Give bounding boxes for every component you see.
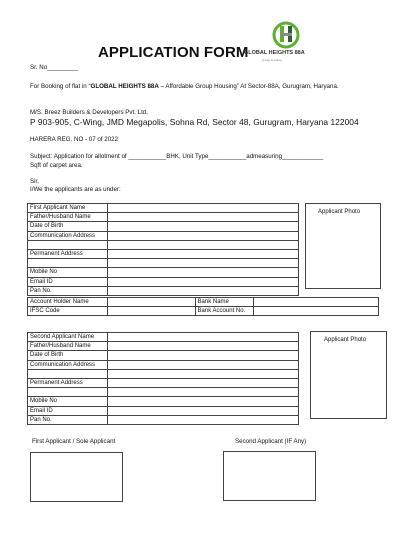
field-label: Email ID: [28, 406, 108, 415]
second-signature-label: Second Applicant (IF Any): [235, 438, 307, 445]
first-signature-label: First Applicant / Sole Applicant: [32, 438, 116, 445]
table-row: [28, 222, 299, 231]
field-label: Permanent Address: [28, 249, 108, 258]
table-row: [28, 298, 379, 307]
booking-line: [30, 83, 339, 90]
first-applicant-table: [27, 203, 299, 296]
table-row: [28, 277, 299, 286]
field-input[interactable]: [107, 360, 298, 369]
field-label: [28, 240, 108, 249]
field-input[interactable]: [107, 415, 298, 424]
salutation: Sir,: [30, 178, 39, 185]
field-input[interactable]: [107, 249, 298, 258]
field-input[interactable]: [107, 222, 298, 231]
field-label: Bank Name: [195, 298, 253, 307]
field-label: Permanent Address: [28, 378, 108, 387]
logo-tagline: A way to home: [262, 58, 282, 62]
field-label: Date of Birth: [28, 222, 108, 231]
field-label: Mobile No: [28, 268, 108, 277]
table-row: [28, 307, 379, 316]
table-row: [28, 240, 299, 249]
field-input[interactable]: [107, 240, 298, 249]
field-label: Bank Account No.: [195, 307, 253, 316]
field-label: [28, 259, 108, 268]
field-input[interactable]: [107, 406, 298, 415]
applicants-statement: I/We the applicants are as under:: [30, 186, 121, 193]
field-label: Mobile No: [28, 397, 108, 406]
field-label: Email ID: [28, 277, 108, 286]
table-row: [28, 268, 299, 277]
field-label: Father/Husband Name: [28, 213, 108, 222]
field-label: IFSC Code: [28, 307, 108, 316]
field-input[interactable]: [107, 351, 298, 360]
field-label: [28, 369, 108, 378]
form-title: APPLICATION FORM: [98, 44, 249, 61]
subject-line-2: Sqft of carpet area.: [30, 162, 83, 169]
photo-label: Applicant Photo: [324, 337, 367, 343]
second-applicant-table: [27, 332, 299, 425]
field-input[interactable]: [107, 378, 298, 387]
field-label: Communication Address: [28, 231, 108, 240]
booking-prefix: For Booking of flat in “: [30, 83, 91, 90]
second-signature-box[interactable]: [223, 451, 316, 501]
field-label: Pan No.: [28, 415, 108, 424]
table-row: [28, 397, 299, 406]
logo-text: GLOBAL HEIGHTS 88A: [244, 50, 305, 56]
company-name: M/S. Breez Builders & Developers Pvt. Ltd.: [30, 109, 148, 116]
field-input[interactable]: [107, 268, 298, 277]
field-label: Second Applicant Name: [28, 333, 108, 342]
table-row: [28, 259, 299, 268]
photo-label: Applicant Photo: [318, 209, 361, 215]
table-row: [28, 388, 299, 397]
field-input[interactable]: [107, 333, 298, 342]
field-input[interactable]: [107, 259, 298, 268]
table-row: [28, 213, 299, 222]
first-applicant-photo-box[interactable]: [305, 203, 381, 289]
second-applicant-photo-box[interactable]: [310, 331, 387, 419]
table-row: [28, 406, 299, 415]
booking-project: GLOBAL HEIGHTS 88A: [90, 83, 159, 90]
field-input[interactable]: [107, 342, 298, 351]
field-input[interactable]: [107, 286, 298, 295]
field-input[interactable]: [107, 204, 298, 213]
bank-details-table: [27, 297, 379, 316]
rera-number: HARERA REG. NO - 07 of 2022: [30, 136, 119, 143]
field-input[interactable]: [107, 231, 298, 240]
field-input[interactable]: [107, 388, 298, 397]
table-row: [28, 360, 299, 369]
table-row: [28, 204, 299, 213]
field-input[interactable]: [107, 307, 195, 316]
field-input[interactable]: [107, 213, 298, 222]
table-row: [28, 333, 299, 342]
table-row: [28, 286, 299, 295]
field-input[interactable]: [253, 307, 378, 316]
table-row: [28, 342, 299, 351]
field-input[interactable]: [107, 397, 298, 406]
field-label: Date of Birth: [28, 351, 108, 360]
field-label: First Applicant Name: [28, 204, 108, 213]
table-row: [28, 369, 299, 378]
booking-suffix: – Affordable Group Housing” At Sector-88A, Gurugram, Haryana.: [158, 83, 339, 90]
table-row: [28, 231, 299, 240]
field-label: Father/Husband Name: [28, 342, 108, 351]
table-row: [28, 249, 299, 258]
field-label: Account Holder Name: [28, 298, 108, 307]
field-label: Communication Address: [28, 360, 108, 369]
company-address: P 903-905, C-Wing, JMD Megapolis, Sohna Rd, Sector 48, Gurugram, Haryana 122004: [30, 117, 359, 127]
serial-number: Sr. No_________: [30, 64, 79, 71]
field-label: [28, 388, 108, 397]
table-row: [28, 351, 299, 360]
field-input[interactable]: [107, 298, 195, 307]
subject-line-1: Subject: Application for allotment of ___________BHK, Unit Type___________admeasuring____________: [30, 153, 324, 160]
table-row: [28, 415, 299, 424]
field-input[interactable]: [107, 277, 298, 286]
field-input[interactable]: [253, 298, 378, 307]
table-row: [28, 378, 299, 387]
field-label: Pan No.: [28, 286, 108, 295]
field-input[interactable]: [107, 369, 298, 378]
first-signature-box[interactable]: [30, 452, 123, 502]
